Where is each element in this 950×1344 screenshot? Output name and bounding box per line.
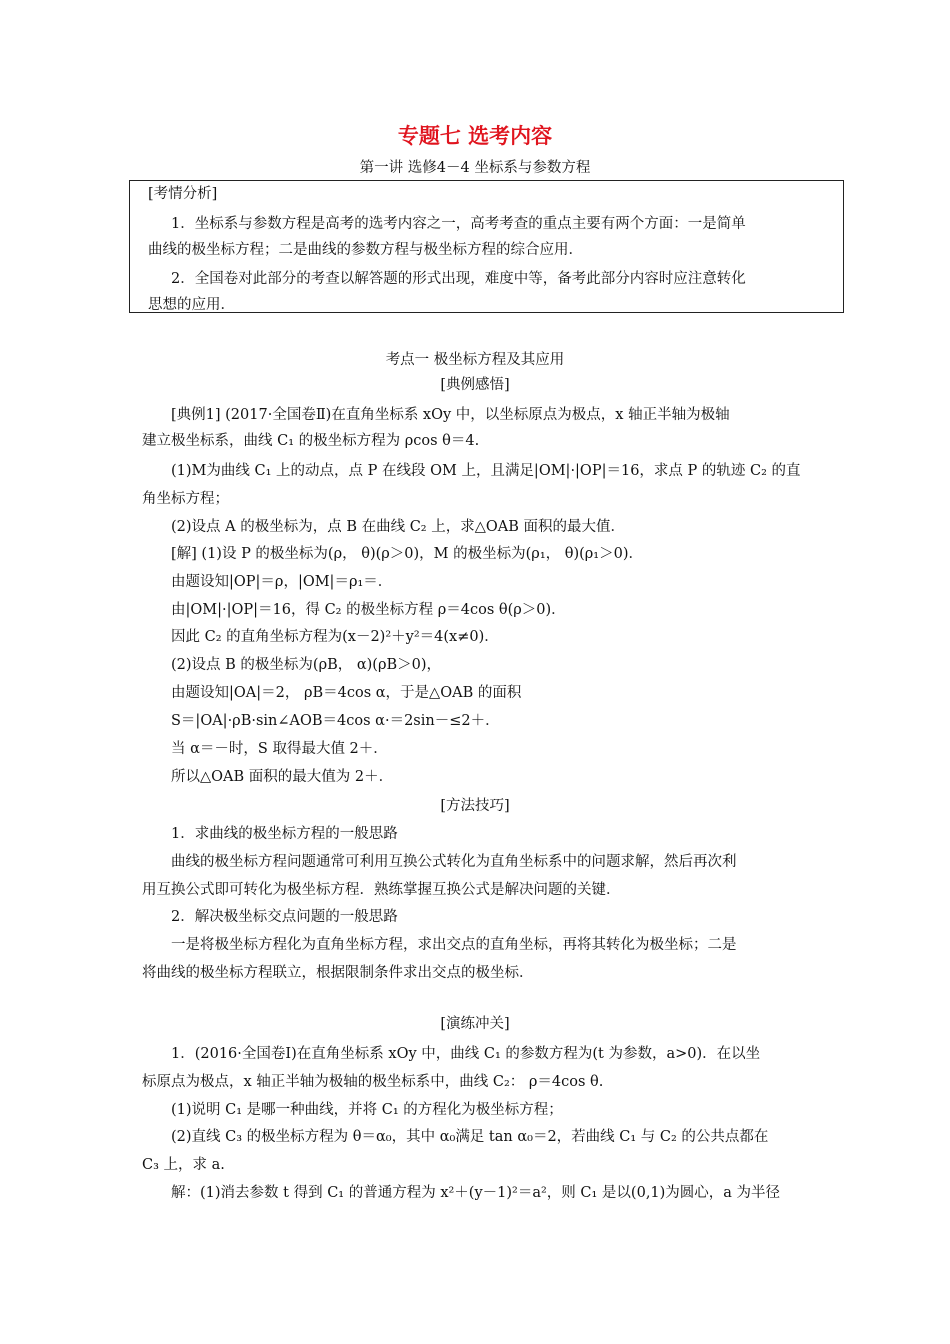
example-line: (1)M为曲线 C₁ 上的动点，点 P 在线段 OM 上，且满足|OM|·|OP|＝16，求点 P 的轨迹 C₂ 的直 (171, 463, 801, 479)
example-line: [解] (1)设 P 的极坐标为(ρ， θ)(ρ＞0)，M 的极坐标为(ρ₁， θ)(ρ₁＞0)． (171, 546, 643, 562)
example-heading: [典例感悟] (440, 377, 510, 393)
method-line: 用互换公式即可转化为极坐标方程．熟练掌握互换公式是解决问题的关键． (142, 882, 621, 898)
example-line: 建立极坐标系，曲线 C₁ 的极坐标方程为 ρcos θ＝4. (142, 433, 480, 449)
page-title: 专题七 选考内容 (397, 124, 553, 148)
practice-heading: [演练冲关] (440, 1016, 510, 1032)
example-line: 当 α＝－时，S 取得最大值 2＋． (171, 741, 388, 757)
example-line: (2)设点 A 的极坐标为，点 B 在曲线 C₂ 上，求△OAB 面积的最大值． (171, 519, 626, 535)
practice-line: 解：(1)消去参数 t 得到 C₁ 的普通方程为 x²＋(y－1)²＝a²，则 C₁ 是以(0,1)为圆心，a 为半径 (171, 1185, 781, 1201)
analysis-box (129, 180, 844, 313)
practice-line: 标原点为极点，x 轴正半轴为极轴的极坐标系中，曲线 C₂： ρ＝4cos θ. (142, 1074, 604, 1090)
method-heading: [方法技巧] (440, 798, 510, 814)
analysis-line: 曲线的极坐标方程；二是曲线的参数方程与极坐标方程的综合应用． (148, 242, 583, 258)
section-title: 考点一 极坐标方程及其应用 (385, 352, 565, 368)
practice-line: (2)直线 C₃ 的极坐标方程为 θ＝α₀，其中 α₀满足 tan α₀＝2，若曲线 C₁ 与 C₂ 的公共点都在 (171, 1129, 769, 1145)
example-line: 由题设知|OA|＝2， ρB＝4cos α，于是△OAB 的面积 (171, 685, 522, 701)
example-line: (2)设点 B 的极坐标为(ρB， α)(ρB＞0)， (171, 657, 442, 673)
method-line: 一是将极坐标方程化为直角坐标方程，求出交点的直角坐标，再将其转化为极坐标；二是 (171, 937, 737, 953)
example-line: 由题设知|OP|＝ρ，|OM|＝ρ₁＝． (171, 574, 393, 590)
page-subtitle: 第一讲 选修4－4 坐标系与参数方程 (359, 160, 591, 176)
method-line: 1．求曲线的极坐标方程的一般思路 (171, 826, 398, 842)
analysis-line: 思想的应用． (148, 297, 235, 313)
example-line: 由|OM|·|OP|＝16，得 C₂ 的极坐标方程 ρ＝4cos θ(ρ＞0)． (171, 602, 566, 618)
method-line: 曲线的极坐标方程问题通常可利用互换公式转化为直角坐标系中的问题求解，然后再次利 (171, 854, 737, 870)
practice-line: C₃ 上，求 a. (142, 1157, 225, 1173)
method-line: 2．解决极坐标交点问题的一般思路 (171, 909, 398, 925)
example-line: [典例1] (2017·全国卷Ⅱ)在直角坐标系 xOy 中，以坐标原点为极点，x 轴正半轴为极轴 (171, 407, 730, 423)
practice-line: (1)说明 C₁ 是哪一种曲线，并将 C₁ 的方程化为极坐标方程； (171, 1102, 563, 1118)
analysis-heading: [考情分析] (148, 186, 218, 202)
example-line: S＝|OA|·ρB·sin∠AOB＝4cos α·＝2sin－≤2＋． (171, 713, 500, 729)
example-line: 因此 C₂ 的直角坐标方程为(x－2)²＋y²＝4(x≠0)． (171, 629, 499, 645)
practice-line: 1．(2016·全国卷Ⅰ)在直角坐标系 xOy 中，曲线 C₁ 的参数方程为(t 为参数，a>0)．在以坐 (171, 1046, 761, 1062)
analysis-line: 1．坐标系与参数方程是高考的选考内容之一，高考考查的重点主要有两个方面：一是简单 (171, 216, 746, 232)
method-line: 将曲线的极坐标方程联立，根据限制条件求出交点的极坐标． (142, 965, 534, 981)
example-line: 角坐标方程； (142, 491, 229, 507)
analysis-line: 2．全国卷对此部分的考查以解答题的形式出现，难度中等，备考此部分内容时应注意转化 (171, 271, 746, 287)
example-line: 所以△OAB 面积的最大值为 2＋． (171, 769, 394, 785)
